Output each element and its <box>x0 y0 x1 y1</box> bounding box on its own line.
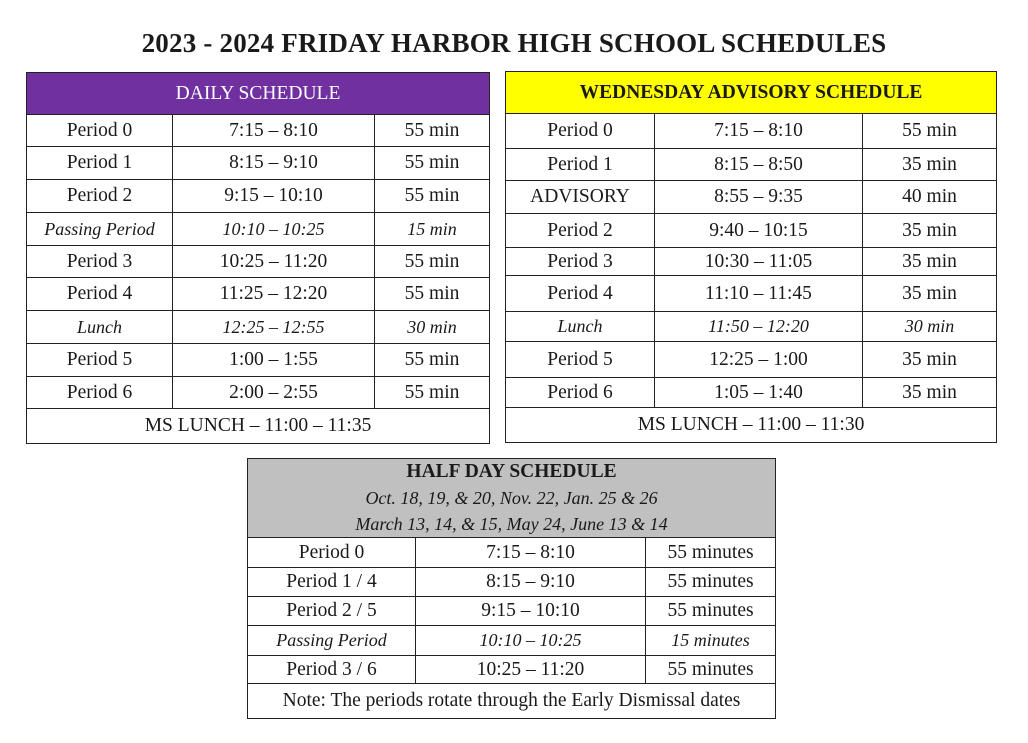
period-time: 11:50 – 12:20 <box>655 312 863 342</box>
period-time: 10:30 – 11:05 <box>655 248 863 276</box>
period-name: Period 6 <box>506 378 655 408</box>
period-name: Period 0 <box>506 114 655 149</box>
period-name: Period 2 <box>506 214 655 248</box>
period-length: 55 min <box>863 114 997 149</box>
period-length: 55 min <box>375 147 490 180</box>
wednesday-ms-lunch-note: MS LUNCH – 11:00 – 11:30 <box>506 408 997 443</box>
schedule-row <box>27 278 490 311</box>
period-name: Period 2 / 5 <box>248 597 416 626</box>
schedule-row <box>506 149 997 181</box>
period-time: 12:25 – 1:00 <box>655 342 863 378</box>
period-time: 9:40 – 10:15 <box>655 214 863 248</box>
schedule-row <box>27 213 490 246</box>
period-length: 15 min <box>375 213 490 246</box>
period-time: 1:05 – 1:40 <box>655 378 863 408</box>
period-length: 55 min <box>375 115 490 147</box>
period-length: 35 min <box>863 248 997 276</box>
period-length: 55 min <box>375 344 490 377</box>
period-time: 8:15 – 9:10 <box>416 568 646 597</box>
wednesday-rows <box>506 114 997 408</box>
schedule-row <box>27 344 490 377</box>
period-name: Period 2 <box>27 180 173 213</box>
half-day-rows <box>248 538 776 684</box>
period-length: 55 minutes <box>646 538 776 568</box>
half-day-schedule-table <box>247 458 776 719</box>
period-length: 55 min <box>375 377 490 409</box>
period-name: Period 4 <box>27 278 173 311</box>
schedule-row <box>27 147 490 180</box>
period-time: 11:25 – 12:20 <box>173 278 375 311</box>
schedule-row <box>506 312 997 342</box>
schedule-row <box>506 248 997 276</box>
period-time: 10:10 – 10:25 <box>173 213 375 246</box>
period-name: Period 5 <box>27 344 173 377</box>
daily-ms-lunch-note: MS LUNCH – 11:00 – 11:35 <box>27 409 490 444</box>
period-length: 55 minutes <box>646 568 776 597</box>
period-time: 12:25 – 12:55 <box>173 311 375 344</box>
period-time: 11:10 – 11:45 <box>655 276 863 312</box>
period-name: Period 0 <box>248 538 416 568</box>
schedule-row <box>506 214 997 248</box>
schedule-row <box>506 181 997 214</box>
period-name: Lunch <box>27 311 173 344</box>
period-time: 7:15 – 8:10 <box>173 115 375 147</box>
period-time: 8:15 – 9:10 <box>173 147 375 180</box>
schedule-row <box>248 626 776 656</box>
daily-schedule-table <box>26 72 490 444</box>
schedule-row <box>506 114 997 149</box>
period-name: Period 5 <box>506 342 655 378</box>
period-length: 55 min <box>375 180 490 213</box>
schedule-row <box>27 115 490 147</box>
period-name: Period 1 <box>506 149 655 181</box>
period-length: 35 min <box>863 276 997 312</box>
period-length: 15 minutes <box>646 626 776 656</box>
period-length: 30 min <box>375 311 490 344</box>
period-time: 2:00 – 2:55 <box>173 377 375 409</box>
schedule-row <box>248 656 776 684</box>
page-title: 2023 - 2024 FRIDAY HARBOR HIGH SCHOOL SCHEDULES <box>141 28 887 58</box>
period-name: Period 4 <box>506 276 655 312</box>
period-time: 8:55 – 9:35 <box>655 181 863 214</box>
schedule-row <box>506 276 997 312</box>
half-day-dates-line-2: March 13, 14, & 15, May 24, June 13 & 14 <box>355 514 668 534</box>
period-time: 7:15 – 8:10 <box>655 114 863 149</box>
schedule-row <box>27 180 490 213</box>
period-name: Period 3 / 6 <box>248 656 416 684</box>
period-name: Period 3 <box>506 248 655 276</box>
daily-schedule-header: DAILY SCHEDULE <box>27 73 490 115</box>
period-length: 35 min <box>863 149 997 181</box>
period-time: 10:25 – 11:20 <box>173 246 375 278</box>
schedule-row <box>506 342 997 378</box>
period-length: 35 min <box>863 342 997 378</box>
period-name: Period 1 / 4 <box>248 568 416 597</box>
period-length: 35 min <box>863 214 997 248</box>
schedule-row <box>27 377 490 409</box>
period-name: ADVISORY <box>506 181 655 214</box>
period-name: Passing Period <box>248 626 416 656</box>
period-name: Passing Period <box>27 213 173 246</box>
period-length: 55 minutes <box>646 597 776 626</box>
daily-rows <box>27 115 490 409</box>
period-length: 40 min <box>863 181 997 214</box>
period-name: Period 6 <box>27 377 173 409</box>
period-length: 55 minutes <box>646 656 776 684</box>
wednesday-schedule-header: WEDNESDAY ADVISORY SCHEDULE <box>506 72 997 114</box>
period-time: 7:15 – 8:10 <box>416 538 646 568</box>
schedule-row <box>248 538 776 568</box>
period-length: 35 min <box>863 378 997 408</box>
half-day-title: HALF DAY SCHEDULE <box>406 461 617 482</box>
period-name: Period 0 <box>27 115 173 147</box>
period-time: 9:15 – 10:10 <box>416 597 646 626</box>
period-length: 55 min <box>375 278 490 311</box>
wednesday-schedule-table <box>505 71 997 443</box>
period-name: Period 1 <box>27 147 173 180</box>
period-name: Lunch <box>506 312 655 342</box>
period-length: 55 min <box>375 246 490 278</box>
period-time: 9:15 – 10:10 <box>173 180 375 213</box>
period-time: 10:25 – 11:20 <box>416 656 646 684</box>
period-time: 10:10 – 10:25 <box>416 626 646 656</box>
schedule-row <box>27 246 490 278</box>
period-name: Period 3 <box>27 246 173 278</box>
half-day-schedule-header <box>248 459 776 538</box>
half-day-rotation-note: Note: The periods rotate through the Early Dismissal dates <box>248 684 776 719</box>
schedule-row <box>248 597 776 626</box>
half-day-dates-line-1: Oct. 18, 19, & 20, Nov. 22, Jan. 25 & 26 <box>365 488 658 508</box>
schedule-row <box>506 378 997 408</box>
schedule-row <box>248 568 776 597</box>
period-time: 8:15 – 8:50 <box>655 149 863 181</box>
period-length: 30 min <box>863 312 997 342</box>
period-time: 1:00 – 1:55 <box>173 344 375 377</box>
schedule-row <box>27 311 490 344</box>
